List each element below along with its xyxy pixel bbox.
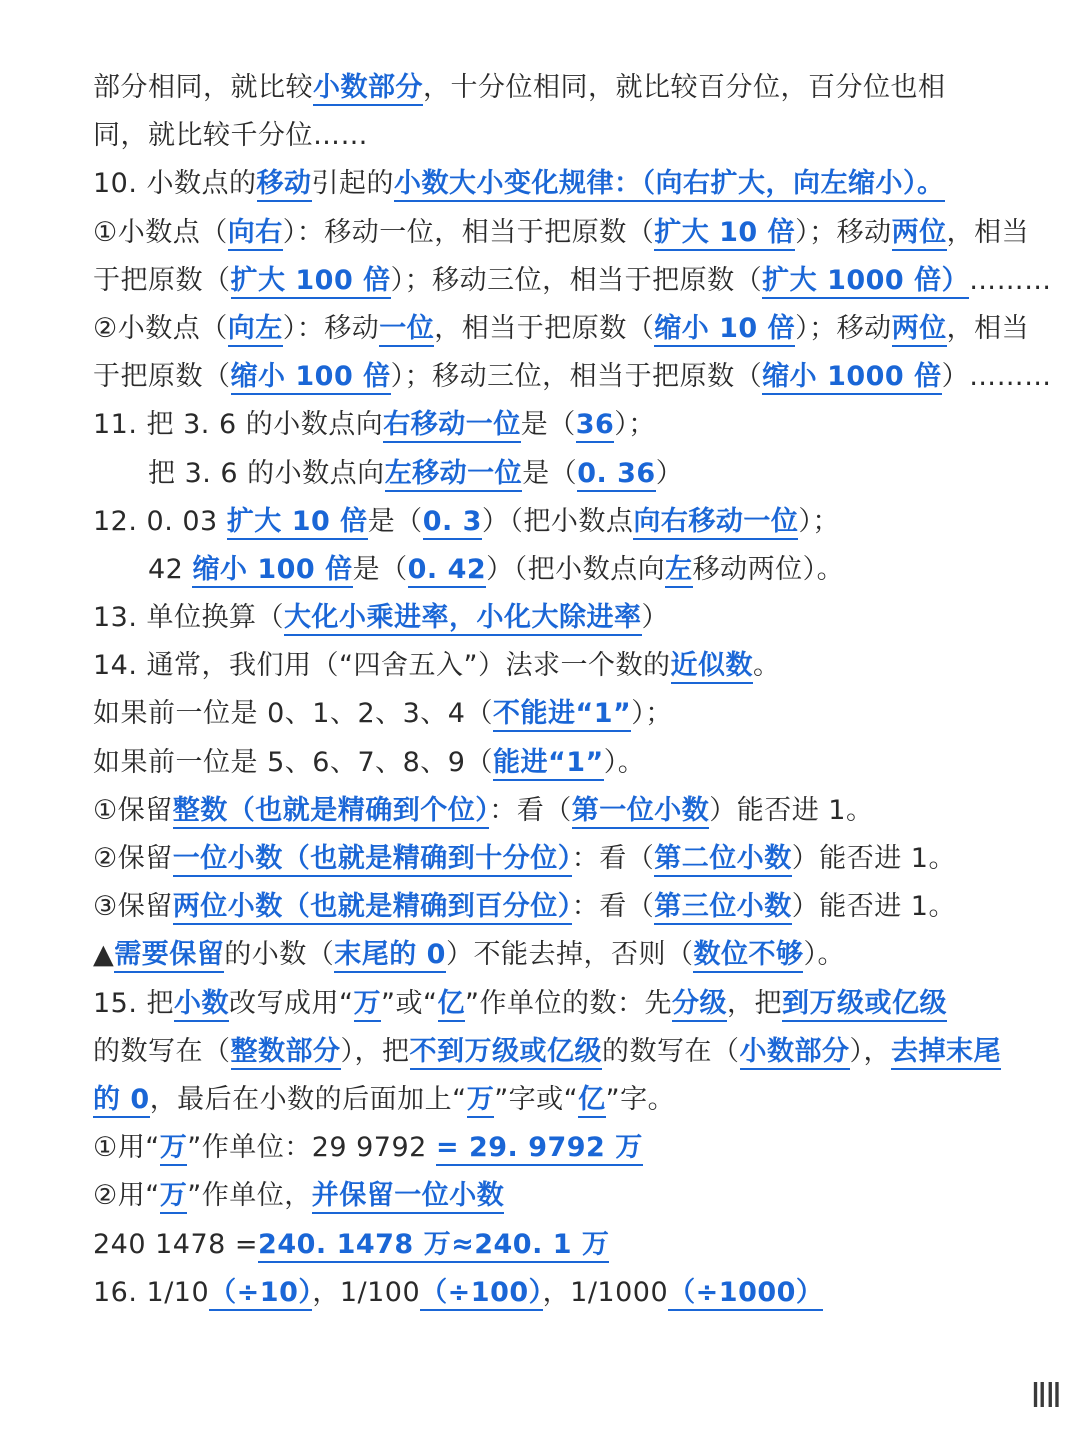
plain-text: ，相当: [946, 216, 1030, 248]
highlighted-answer: 两位小数（也就是精确到百分位）: [173, 891, 572, 925]
text-line: [93, 1076, 992, 1124]
plain-text: ③保留: [93, 891, 173, 923]
plain-text: 如果前一位是 0、1、2、3、4（: [93, 698, 493, 730]
highlighted-answer: 扩大 10 倍: [227, 506, 368, 540]
highlighted-answer: 分级: [672, 988, 727, 1022]
text-line: [93, 209, 1030, 257]
highlighted-answer: 0. 3: [423, 506, 482, 540]
plain-text: 引起的: [311, 168, 395, 200]
highlighted-answer: 移动: [257, 168, 312, 202]
plain-text: 10. 小数点的: [93, 168, 257, 200]
plain-text: ”字或“: [494, 1083, 579, 1115]
plain-text: ）；: [631, 698, 673, 730]
highlighted-answer: 第三位小数: [654, 891, 792, 925]
plain-text: 。: [753, 650, 781, 682]
plain-text: ▲: [93, 939, 115, 971]
plain-text: 11. 把 3. 6 的小数点向: [93, 409, 384, 441]
text-line: [93, 690, 992, 738]
plain-text: 240 1478 =: [93, 1228, 259, 1260]
plain-text: ②用“: [93, 1180, 160, 1212]
highlighted-answer: 万: [160, 1132, 188, 1166]
plain-text: ………: [969, 264, 1052, 296]
plain-text: ②保留: [93, 843, 173, 874]
plain-text: 改写成用“: [229, 987, 354, 1019]
highlighted-answer: 末尾的 0: [334, 939, 446, 973]
plain-text: ，把: [727, 987, 783, 1019]
text-line: [93, 980, 992, 1028]
plain-text: ）；: [798, 505, 840, 537]
text-line: [93, 594, 992, 642]
highlighted-answer: 小数大小变化规律：（向右扩大，向左缩小）。: [394, 168, 945, 202]
watermark: ⅡⅡ: [1030, 1376, 1060, 1416]
plain-text: 把 3. 6 的小数点向: [148, 457, 385, 489]
plain-text: ②小数点（: [93, 312, 228, 344]
plain-text: ）：移动: [282, 312, 380, 344]
highlighted-answer: （÷1000）: [668, 1277, 823, 1311]
plain-text: 的数写在（: [602, 1035, 740, 1067]
plain-text: ）能否进 1。: [709, 794, 874, 826]
text-line: [93, 450, 992, 498]
highlighted-answer: 一位: [379, 313, 434, 347]
plain-text: ①用“: [93, 1132, 160, 1164]
plain-text: ）不能去掉，否则（: [445, 939, 694, 971]
highlighted-answer: 小数部分: [313, 72, 423, 106]
text-line: [93, 1172, 992, 1220]
text-line: [93, 257, 1052, 305]
plain-text: 15. 把: [93, 987, 175, 1019]
plain-text: ”或“: [381, 987, 438, 1019]
plain-text: ，1/100: [312, 1276, 421, 1308]
plain-text: ，十分位相同，就比较百分位，百分位也相: [423, 72, 946, 103]
plain-text: ）：移动一位，相当于把原数（: [282, 216, 655, 248]
highlighted-answer: 36: [576, 409, 615, 443]
plain-text: ”作单位的数：先: [465, 987, 673, 1019]
highlighted-answer: 第一位小数: [572, 795, 710, 829]
highlighted-answer: 到万级或亿级: [782, 988, 947, 1022]
plain-text: ）；移动: [795, 312, 892, 344]
highlighted-answer: 近似数: [671, 650, 754, 684]
highlighted-answer: 向右移动一位: [633, 506, 798, 540]
plain-text: 同，就比较千分位……: [93, 120, 368, 152]
text-line: [93, 1028, 1001, 1076]
highlighted-answer: 第二位小数: [654, 843, 792, 877]
highlighted-answer: 两位: [892, 313, 947, 347]
highlighted-answer: 万: [354, 988, 382, 1022]
text-line: [93, 64, 992, 112]
plain-text: ①保留: [93, 794, 173, 826]
text-line: [93, 401, 992, 449]
text-line: [93, 1221, 992, 1269]
plain-text: ）能否进 1。: [791, 891, 956, 923]
highlighted-answer: 0. 36: [577, 458, 656, 492]
text-line: [93, 353, 1052, 401]
highlighted-answer: 并保留一位小数: [312, 1180, 505, 1214]
plain-text: ，最后在小数的后面加上“: [149, 1083, 467, 1115]
plain-text: ”作单位，: [187, 1180, 312, 1212]
highlighted-answer: 左: [665, 554, 693, 588]
plain-text: ）（把小数点向: [486, 553, 666, 585]
text-line: [93, 931, 992, 979]
highlighted-answer: 向左: [228, 313, 283, 347]
highlighted-answer: 万: [467, 1084, 495, 1118]
highlighted-answer: 去掉末尾: [891, 1036, 1001, 1070]
plain-text: ，1/1000: [542, 1276, 669, 1308]
plain-text: ）；移动: [795, 216, 892, 248]
highlighted-answer: 一位小数（也就是精确到十分位）: [173, 843, 572, 877]
plain-text: 16. 1/10: [93, 1276, 210, 1308]
highlighted-answer: （÷10）: [209, 1277, 312, 1311]
highlighted-answer: 的 0: [93, 1084, 150, 1118]
highlighted-answer: 亿: [438, 988, 466, 1022]
text-line: [93, 883, 992, 931]
plain-text: 移动两位）。: [692, 553, 845, 585]
plain-text: 12. 0. 03: [93, 505, 227, 537]
highlighted-answer: 240. 1478 万≈240. 1 万: [258, 1229, 609, 1263]
plain-text: ）（把小数点: [481, 505, 634, 537]
highlighted-answer: 不到万级或亿级: [410, 1036, 603, 1070]
plain-text: ”作单位：29 9792: [187, 1132, 436, 1164]
plain-text: 于把原数（: [93, 264, 231, 296]
highlighted-answer: 缩小 10 倍: [654, 313, 795, 347]
plain-text: 是（: [367, 505, 423, 537]
plain-text: ）；移动三位，相当于把原数（: [390, 264, 763, 296]
highlighted-answer: 万: [160, 1180, 188, 1214]
highlighted-answer: 缩小 1000 倍: [762, 361, 941, 395]
plain-text: ：看（: [571, 891, 655, 923]
highlighted-answer: 向右: [228, 217, 283, 251]
text-line: [93, 1124, 992, 1172]
text-line: [93, 787, 992, 835]
highlighted-answer: 整数（也就是精确到个位）: [173, 795, 490, 829]
highlighted-answer: 整数部分: [231, 1036, 341, 1070]
plain-text: ）。: [803, 939, 845, 971]
highlighted-answer: 大化小乘进率，小化大除进率: [284, 602, 642, 636]
text-line: [93, 642, 992, 690]
highlighted-answer: 小数: [174, 988, 229, 1022]
plain-text: 是（: [352, 553, 408, 585]
plain-text: ：看（: [571, 843, 655, 874]
highlighted-answer: 能进“1”: [493, 747, 604, 781]
text-line: [93, 835, 992, 883]
highlighted-answer: 右移动一位: [383, 409, 521, 443]
plain-text: ，相当: [946, 312, 1030, 344]
highlighted-answer: = 29. 9792 万: [436, 1132, 643, 1166]
notes-text-block: [93, 64, 1052, 1317]
plain-text: 是（: [522, 457, 578, 489]
plain-text: ①小数点（: [93, 216, 228, 248]
highlighted-answer: 0. 42: [408, 554, 487, 588]
highlighted-answer: 亿: [578, 1084, 606, 1118]
highlighted-answer: 扩大 10 倍: [654, 217, 795, 251]
plain-text: ）；移动三位，相当于把原数（: [390, 361, 763, 393]
plain-text: ）；: [614, 409, 656, 441]
plain-text: 是（: [520, 409, 576, 441]
plain-text: 的数写在（: [93, 1035, 231, 1067]
highlighted-answer: （÷100）: [420, 1277, 542, 1311]
highlighted-answer: 缩小 100 倍: [231, 361, 391, 395]
plain-text: 部分相同，就比较: [93, 72, 313, 103]
text-line: [93, 160, 992, 208]
highlighted-answer: 不能进“1”: [493, 698, 631, 732]
text-line: [93, 305, 1030, 353]
highlighted-answer: 扩大 1000 倍）: [762, 265, 969, 299]
plain-text: ），: [849, 1035, 891, 1067]
plain-text: ）。: [603, 746, 646, 778]
plain-text: 14. 通常，我们用（“四舍五入”）法求一个数的: [93, 650, 671, 682]
highlighted-answer: 左移动一位: [385, 458, 523, 492]
plain-text: ，相当于把原数（: [434, 312, 655, 344]
plain-text: 42: [148, 553, 193, 585]
plain-text: ）: [641, 602, 670, 634]
plain-text: 13. 单位换算（: [93, 602, 285, 634]
plain-text: ）: [655, 457, 684, 489]
plain-text: ：看（: [489, 794, 572, 826]
text-line: [93, 112, 992, 160]
plain-text: ）………: [941, 361, 1052, 393]
text-line: [93, 1269, 992, 1317]
highlighted-answer: 缩小 100 倍: [192, 554, 352, 588]
text-line: [93, 546, 992, 594]
highlighted-answer: 小数部分: [740, 1036, 850, 1070]
highlighted-answer: 数位不够: [693, 939, 803, 973]
plain-text: ”字。: [605, 1083, 676, 1115]
plain-text: ），把: [340, 1035, 410, 1067]
highlighted-answer: 两位: [892, 217, 947, 251]
highlighted-answer: 扩大 100 倍: [231, 265, 391, 299]
text-line: [93, 498, 992, 546]
plain-text: 于把原数（: [93, 361, 231, 393]
plain-text: 的小数（: [224, 939, 335, 971]
highlighted-answer: 需要保留: [114, 939, 224, 973]
plain-text: 如果前一位是 5、6、7、8、9（: [93, 746, 493, 778]
plain-text: ）能否进 1。: [791, 843, 956, 874]
text-line: [93, 739, 992, 787]
